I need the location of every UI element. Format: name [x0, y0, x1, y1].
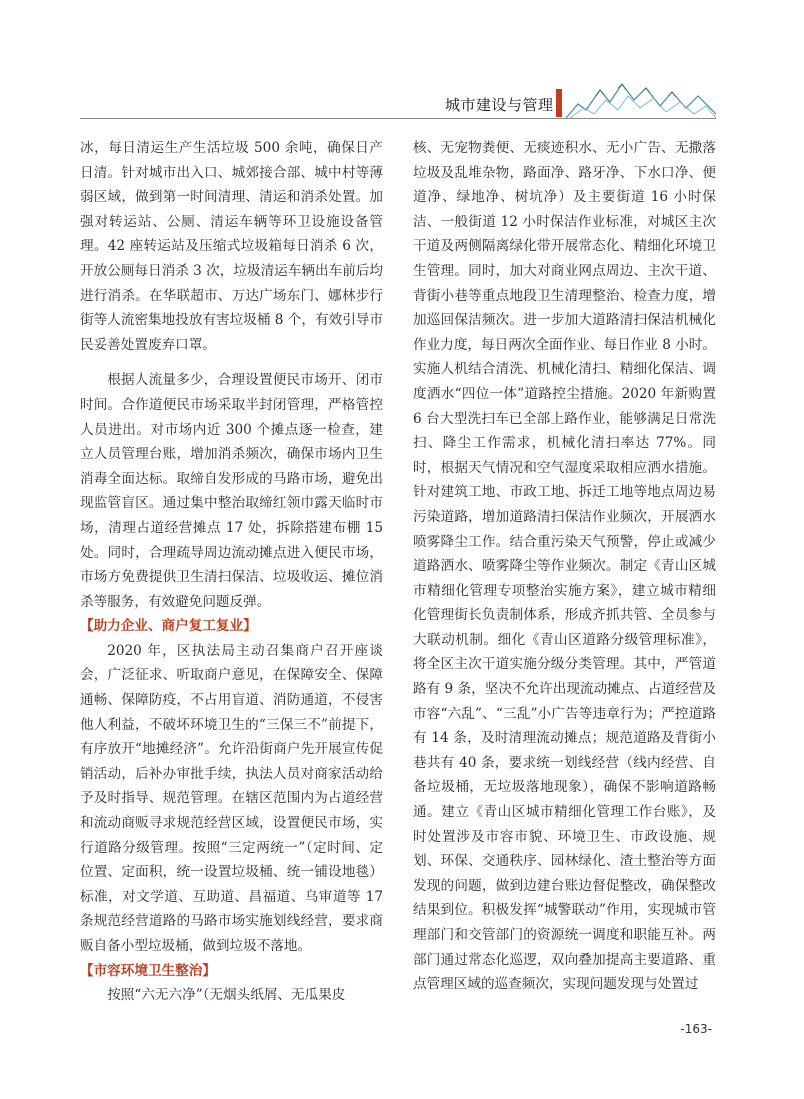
left-column [80, 136, 383, 1008]
page-number: -163- [680, 1022, 712, 1036]
section-heading: 【市容环境卫生整治】 [80, 962, 216, 979]
section-heading: 【助力企业、商户复工复业】 [80, 618, 257, 635]
header-accent-bar [556, 89, 562, 117]
paragraph: 按照“六无六净”（无烟头纸屑、无瓜果皮 [107, 987, 346, 1004]
paragraph: 冰，每日清运生产生活垃圾 500 余吨，确保日产日清。针对城市出入口、城郊接合部、城中村等薄弱区域，做到第一时间清理、清运和消杀处置。加强对转运站、公厕、清运车辆等环卫设施设备管理。42 座转运站及压缩式垃圾箱每日消杀 6 次，开放公厕每日消杀 3 次，垃圾清运车辆出车前后均进行消杀。在华联超市、万达广场东门、娜林步行街等人流密集地投放有害垃圾桶 8 个，有效引导市民妥善处置废弃口罩。 [80, 140, 383, 353]
section-title: 城市建设与管理 [445, 96, 554, 114]
paragraph: 根据人流量多少，合理设置便民市场开、闭市时间。合作道便民市场采取半封闭管理，严格管控人员进出。对市场内近 300 个摊点逐一检查，建立人员管理台账，增加消杀频次，确保市场内卫生消毒全面达标。取缔自发形成的马路市场，避免出现监管盲区。通过集中整治取缔红领巾露天临时市场，清理占道经营摊点 17 处，拆除搭建布棚 15 处。同时，合理疏导周边流动摊点进入便民市场，市场方免费提供卫生清扫保洁、垃圾收运、摊位消杀等服务，有效避免问题反弹。 [80, 372, 383, 610]
header-divider [80, 118, 716, 119]
right-column [413, 136, 716, 997]
paragraph: 核、无宠物粪便、无痰迹积水、无小广告、无撒落垃圾及乱堆杂物，路面净、路牙净、下水口净、便道净、绿地净、树坑净）及主要街道 16 小时保洁、一般街道 12 小时保洁作业标准，对城区主次干道及两侧隔离绿化带开展常态化、精细化环境卫生管理。同时，加大对商业网点周边、主次干道、背街小巷等重点地段卫生清理整治、检查力度，增加巡回保洁频次。进一步加大道路清扫保洁机械化作业力度，每日两次全面作业、每日作业 8 小时。实施人机结合清洗、机械化清扫、精细化保洁、调度洒水“四位一体”道路控尘措施。2020 年新购置 6 台大型洗扫车已全部上路作业，能够满足日常洗扫、降尘工作需求，机械化清扫率达 77%。同时，根据天气情况和空气湿度采取相应洒水措施。针对建筑工地、市政工地、拆迁工地等地点周边易污染道路，增加道路清扫保洁作业频次，开展洒水喷雾降尘工作。结合重污染天气预警，停止或减少道路洒水、喷雾降尘等作业频次。制定《青山区城市精细化管理专项整治实施方案》，建立城市精细化管理街长负责制体系，形成齐抓共管、全员参与大联动机制。细化《青山区道路分级管理标准》，将全区主次干道实施分级分类管理。其中，严管道路有 9 条，坚决不允许出现流动摊点、占道经营及市容“六乱”、“三乱”小广告等违章行为；严控道路有 14 条，及时清理流动摊点；规范道路及背街小巷共有 40 条，要求统一划线经营（线内经营、自备垃圾桶，无垃圾落地现象），确保不影响道路畅通。建立《青山区城市精细化管理工作台账》，及时处置涉及市容市貌、环境卫生、市政设施、规划、环保、交通秩序、园林绿化、渣土整治等方面发现的问题，做到边建台账边督促整改，确保整改结果到位。积极发挥“城警联动”作用，实现城市管理部门和交管部门的资源统一调度和职能互补。两部门通过常态化巡逻，双向叠加提高主要道路、重点管理区域的巡查频次，实现问题发现与处置过 [413, 140, 716, 993]
paragraph: 2020 年，区执法局主动召集商户召开座谈会，广泛征求、听取商户意见，在保障安全、保障通畅、保障防疫，不占用盲道、消防通道，不侵害他人利益，不破坏环境卫生的“三保三不”前提下，有序放开“地摊经济”。允许沿街商户先开展宣传促销活动，后补办审批手续，执法人员对商家活动给予及时指导、规范管理。在辖区范围内为占道经营和流动商贩寻求规范经营区域，设置便民市场，实行道路分级管理。按照“三定两统一”（定时间、定位置、定面积，统一设置垃圾桶、统一铺设地毯）标准，对文学道、互助道、昌福道、乌审道等 17 条规范经营道路的马路市场实施划线经营，要求商贩自备小型垃圾桶，做到垃圾不落地。 [80, 642, 383, 954]
mountain-range-icon [566, 78, 716, 120]
